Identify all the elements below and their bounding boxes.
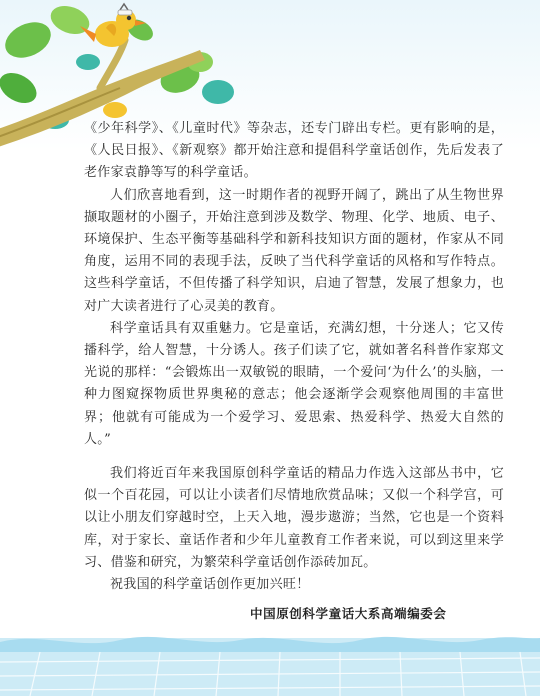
signature: 中国原创科学童话大系高端编委会	[250, 606, 447, 621]
paragraph: 祝我国的科学童话创作更加兴旺！	[110, 577, 310, 593]
paragraph: 《少年科学》、《儿童时代》等杂志，还专门辟出专栏。更有影响的是，《人民日报》、《新观察》都开始注意和提倡科学童话创作，先后发表了老作家袁静等写的科学童话。	[84, 121, 504, 181]
water-footer-illustration	[0, 628, 540, 696]
preface-body	[84, 118, 504, 596]
paragraph: 人们欣喜地看到，这一时期作者的视野开阔了，跳出了从生物世界撷取题材的小圈子，开始注意到涉及数学、物理、化学、地质、电子、环境保护、生态平衡等基础科学和新科技知识方面的题材，作家从不同角度，运用不同的表现手法，反映了当代科学童话的风格和写作特点。这些科学童话，不但传播了科学知识，启迪了智慧，发展了想象力，也对广大读者进行了心灵美的教育。	[84, 187, 504, 314]
paragraph: 科学童话具有双重魅力。它是童话，充满幻想，十分迷人；它又传播科学，给人智慧，十分诱人。孩子们读了它，就如著名科普作家郑文光说的那样：“会锻炼出一双敏锐的眼睛，一个爱问‘为什么’的头脑，一种力图窥探物质世界奥秘的意志；他会逐渐学会观察他周围的丰富世界；他就有可能成为一个爱学习、爱思索、热爱科学、热爱大自然的人。”	[84, 320, 504, 447]
paragraph: 我们将近百年来我国原创科学童话的精品力作选入这部丛书中，它似一个百花园，可以让小读者们尽情地欣赏品味；又似一个科学宫，可以让小朋友们穿越时空，上天入地，漫步遨游；当然，它也是一个资料库，对于家长、童话作者和少年儿童教育工作者来说，可以到这里来学习、借鉴和研究，为繁荣科学童话创作添砖加瓦。	[84, 466, 504, 570]
